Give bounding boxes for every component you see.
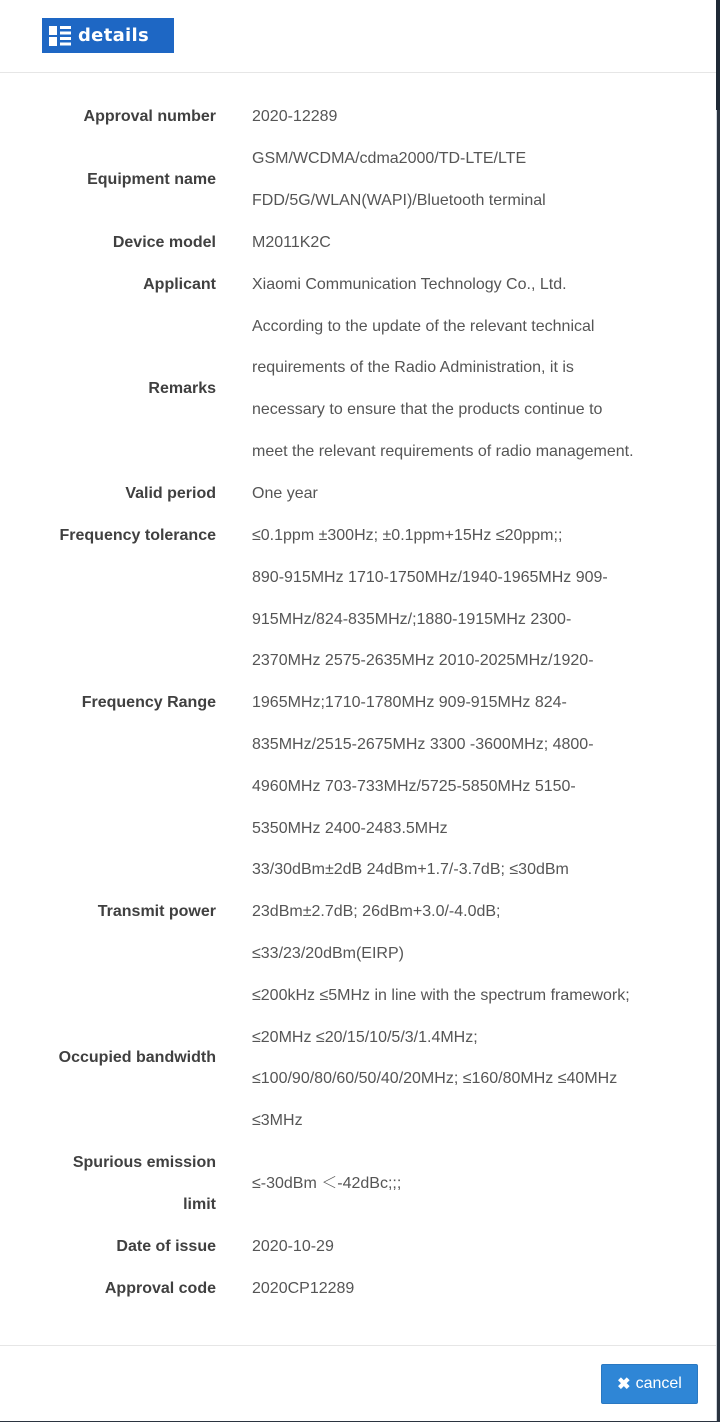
detail-value-line: 2370MHz 2575-2635MHz 2010-2025MHz/1920- bbox=[252, 652, 594, 670]
detail-value-line: GSM/WCDMA/cdma2000/TD-LTE/LTE bbox=[252, 150, 527, 167]
detail-label bbox=[0, 1226, 216, 1268]
detail-value-line: 890-915MHz 1710-1750MHz/1940-1965MHz 909- bbox=[252, 568, 608, 586]
detail-value-line: One year bbox=[252, 484, 318, 502]
detail-value bbox=[252, 264, 716, 306]
detail-value bbox=[252, 306, 716, 473]
detail-label bbox=[0, 515, 216, 557]
detail-row bbox=[0, 473, 716, 515]
dialog-title-tag bbox=[42, 18, 174, 53]
detail-value-line: ≤33/23/20dBm(EIRP) bbox=[252, 944, 404, 962]
detail-value-line: ≤0.1ppm ±300Hz; ±0.1ppm+15Hz ≤20ppm;; bbox=[252, 526, 563, 544]
detail-value bbox=[252, 96, 716, 138]
detail-value bbox=[252, 222, 716, 264]
detail-value bbox=[252, 1163, 716, 1205]
dialog-footer bbox=[0, 1345, 716, 1422]
detail-label-line: Transmit power bbox=[97, 903, 216, 921]
cancel-button[interactable] bbox=[601, 1364, 698, 1404]
detail-value bbox=[252, 849, 716, 974]
detail-row bbox=[0, 306, 716, 473]
detail-row bbox=[0, 222, 716, 264]
detail-value-line: 2020CP12289 bbox=[252, 1280, 355, 1298]
detail-label-line: Approval code bbox=[104, 1279, 216, 1297]
detail-value-line: 4960MHz 703-733MHz/5725-5850MHz 5150- bbox=[252, 777, 576, 795]
detail-value bbox=[252, 515, 716, 557]
detail-value-line: 23dBm±2.7dB; 26dBm+3.0/-4.0dB; bbox=[252, 903, 501, 921]
detail-row bbox=[0, 96, 716, 138]
detail-row bbox=[0, 1268, 716, 1310]
detail-value-line: ≤100/90/80/60/50/40/20MHz; ≤160/80MHz ≤40MHz bbox=[252, 1070, 618, 1088]
detail-value-line: ≤200kHz ≤5MHz in line with the spectrum framework; bbox=[252, 986, 630, 1004]
detail-label-line: Equipment name bbox=[87, 170, 216, 188]
detail-label bbox=[0, 264, 216, 306]
detail-value-line: M2011K2C bbox=[252, 233, 331, 251]
detail-label-line: Approval number bbox=[83, 108, 216, 125]
detail-label bbox=[0, 1037, 216, 1079]
detail-value bbox=[252, 557, 716, 850]
detail-label-line: Valid period bbox=[125, 484, 216, 502]
detail-value-line: 5350MHz 2400-2483.5MHz bbox=[252, 819, 448, 837]
detail-label bbox=[0, 1268, 216, 1310]
list-details-icon bbox=[48, 24, 72, 48]
detail-label bbox=[0, 891, 216, 933]
detail-label-line: Remarks bbox=[148, 380, 216, 398]
background-window-edge bbox=[716, 0, 720, 110]
detail-value-line: According to the update of the relevant technical bbox=[252, 317, 595, 335]
detail-label bbox=[0, 96, 216, 138]
detail-value-line: ≤-30dBm ＜-42dBc;;; bbox=[252, 1175, 402, 1193]
detail-value-line: Xiaomi Communication Technology Co., Ltd. bbox=[252, 275, 567, 293]
detail-value-line: meet the relevant requirements of radio management. bbox=[252, 442, 634, 460]
detail-label bbox=[0, 222, 216, 264]
detail-row bbox=[0, 557, 716, 850]
close-icon: ✖ bbox=[617, 1376, 631, 1393]
detail-label-line: Frequency tolerance bbox=[59, 526, 216, 544]
detail-value-line: FDD/5G/WLAN(WAPI)/Bluetooth terminal bbox=[252, 191, 546, 209]
detail-value bbox=[252, 1268, 716, 1310]
detail-row bbox=[0, 1226, 716, 1268]
detail-row bbox=[0, 975, 716, 1142]
detail-label bbox=[0, 473, 216, 515]
detail-label-line: Spurious emission bbox=[72, 1153, 216, 1171]
cancel-button-label: cancel bbox=[635, 1375, 682, 1392]
detail-label-line: Date of issue bbox=[116, 1237, 216, 1255]
detail-value-line: 2020-12289 bbox=[252, 108, 338, 126]
detail-value bbox=[252, 138, 716, 222]
detail-label-line: limit bbox=[183, 1195, 216, 1213]
detail-value-line: necessary to ensure that the products continue to bbox=[252, 401, 603, 419]
detail-label bbox=[0, 368, 216, 410]
detail-value-line: 835MHz/2515-2675MHz 3300 -3600MHz; 4800- bbox=[252, 735, 594, 753]
dialog-header bbox=[0, 0, 716, 73]
dialog-title: details bbox=[78, 25, 149, 46]
detail-row bbox=[0, 515, 716, 557]
detail-value-line: ≤20MHz ≤20/15/10/5/3/1.4MHz; bbox=[252, 1028, 478, 1046]
detail-label-line: Frequency Range bbox=[81, 694, 216, 712]
detail-label-line: Device model bbox=[112, 233, 216, 251]
detail-value-line: 33/30dBm±2dB 24dBm+1.7/-3.7dB; ≤30dBm bbox=[252, 861, 569, 879]
detail-value-line: ≤3MHz bbox=[252, 1112, 303, 1130]
detail-value-line: 2020-10-29 bbox=[252, 1238, 334, 1256]
detail-label bbox=[0, 1142, 216, 1226]
detail-label bbox=[0, 682, 216, 724]
detail-row bbox=[0, 138, 716, 222]
detail-value bbox=[252, 473, 716, 515]
detail-row bbox=[0, 264, 716, 306]
detail-value bbox=[252, 1226, 716, 1268]
detail-row bbox=[0, 1142, 716, 1226]
detail-label-line: Occupied bandwidth bbox=[58, 1049, 216, 1067]
detail-label-line: Applicant bbox=[143, 275, 216, 293]
detail-row bbox=[0, 849, 716, 974]
detail-value bbox=[252, 975, 716, 1142]
detail-value-line: 915MHz/824-835MHz/;1880-1915MHz 2300- bbox=[252, 610, 572, 628]
detail-value-line: requirements of the Radio Administration, it is bbox=[252, 359, 574, 377]
detail-label bbox=[0, 159, 216, 201]
detail-value-line: 1965MHz;1710-1780MHz 909-915MHz 824- bbox=[252, 694, 567, 712]
details-list bbox=[0, 96, 716, 1310]
